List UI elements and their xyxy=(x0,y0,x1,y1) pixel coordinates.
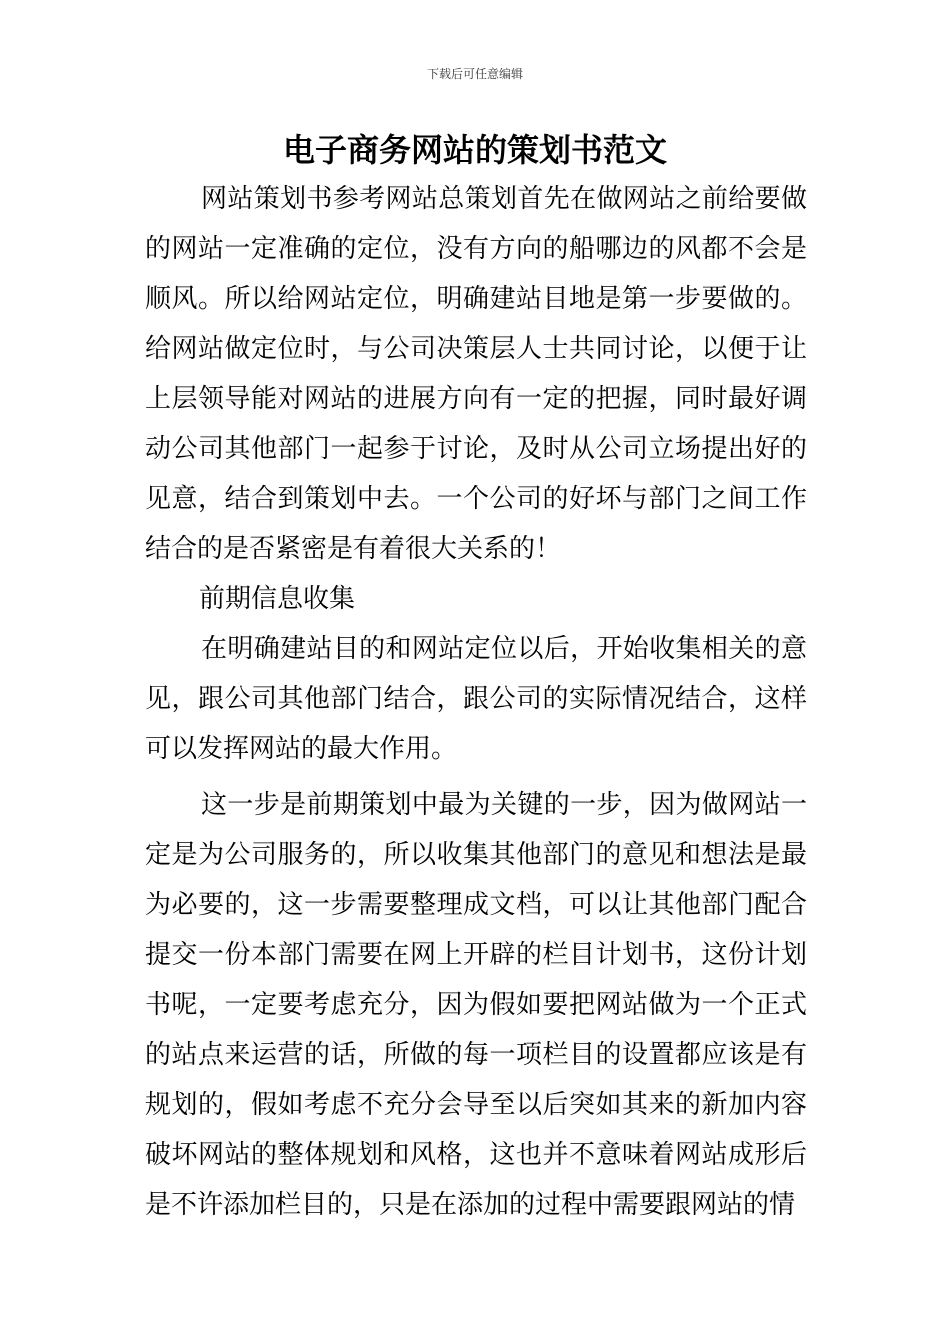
paragraph-intro: 网站策划书参考网站总策划首先在做网站之前给要做的网站一定准确的定位，没有方向的船哪边的风都不会是顺风。所以给网站定位，明确建站目地是第一步要做的。给网站做定位时，与公司决策层人士共同讨论，以便于让上层领导能对网站的进展方向有一定的把握，同时最好调动公司其他部门一起参于讨论，及时从公司立场提出好的见意，结合到策划中去。一个公司的好坏与部门之间工作结合的是否紧密是有着很大关系的！ xyxy=(145,184,807,564)
header-note: 下载后可任意编辑 xyxy=(426,67,523,81)
document-title: 电子商务网站的策划书范文 xyxy=(282,131,667,169)
paragraph-info-collection: 在明确建站目的和网站定位以后，开始收集相关的意见，跟公司其他部门结合，跟公司的实际情况结合，这样可以发挥网站的最大作用。 xyxy=(145,634,807,764)
document-body xyxy=(145,174,807,1230)
section-heading-info-collection: 前期信息收集 xyxy=(199,584,356,614)
paragraph-key-step: 这一步是前期策划中最为关键的一步，因为做网站一定是为公司服务的，所以收集其他部门的意见和想法是最为必要的，这一步需要整理成文档，可以让其他部门配合提交一份本部门需要在网上开辟的栏目计划书，这份计划书呢，一定要考虑充分，因为假如要把网站做为一个正式的站点来运营的话，所做的每一项栏目的设置都应该是有规划的，假如考虑不充分会导至以后突如其来的新加内容破坏网站的整体规划和风格，这也并不意味着网站成形后是不许添加栏目的，只是在添加的过程中需要跟网站的情 xyxy=(145,790,807,1220)
